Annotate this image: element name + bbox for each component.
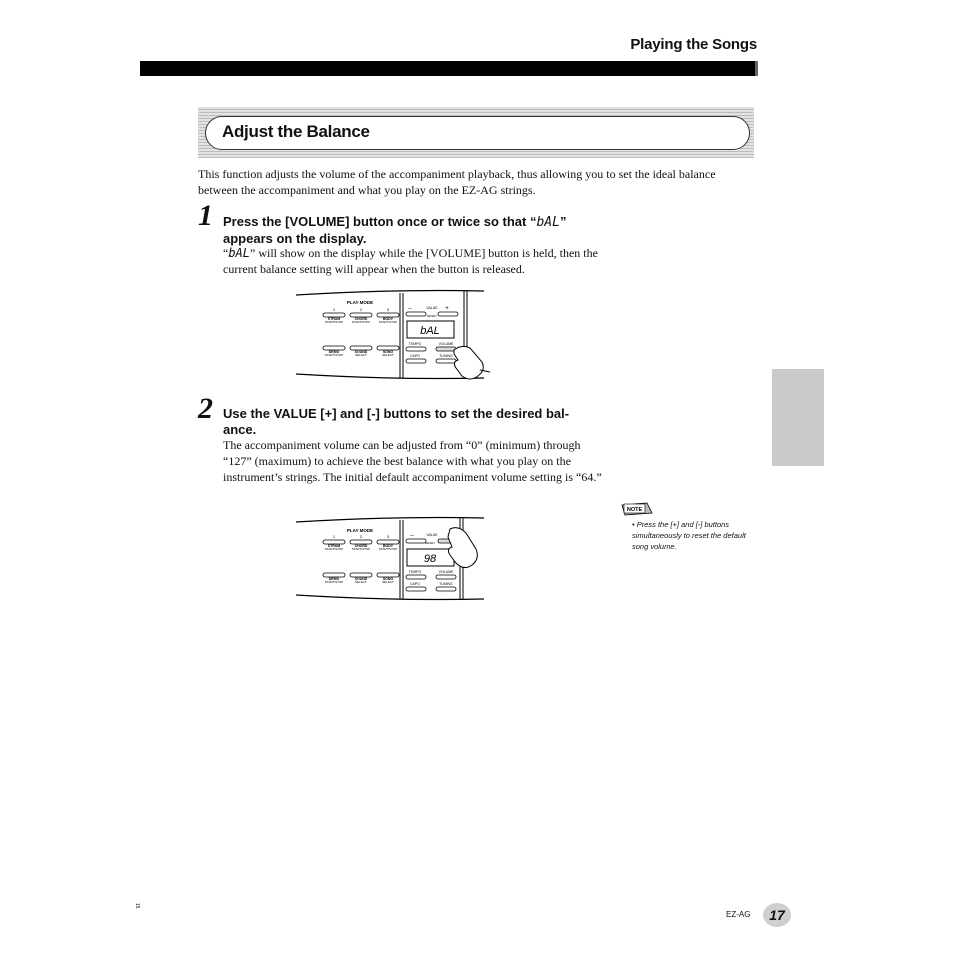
volume-button[interactable] (436, 347, 456, 351)
demo-sub: START/STOP (324, 353, 344, 357)
step-2-heading: Use the VALUE [+] and [-] buttons to set the desired bal-ance. (223, 406, 570, 437)
mode-num-1: 1 (332, 534, 336, 539)
song-sub: SELECT (382, 353, 394, 357)
footer-mark: 15 (134, 903, 140, 909)
section-title: Adjust the Balance (222, 122, 370, 141)
tuning-label: TUNING (439, 354, 453, 358)
mode-num-3: 3 (386, 307, 390, 312)
body-sub: START/STOP (378, 547, 398, 551)
intro-paragraph: This function adjusts the volume of the accompaniment playback, thus allowing you to set the ideal balance between the accompaniment and what you play on the EZ-AG strings. (198, 167, 716, 197)
step-1-heading-lcd: bAL (536, 215, 560, 230)
play-mode-label: PLAY MODE (346, 528, 374, 533)
tuning-label: TUNING (439, 582, 453, 586)
lcd-display-text: bAL (420, 325, 440, 337)
strum-label: STRUM (327, 544, 341, 548)
volume-label: VOLUME (438, 342, 454, 346)
step-1-body-post: ” will show on the display while the [VOLUME] button is held, then the current balance setting will appear when the button is released. (223, 246, 598, 276)
strum-sub: START/STOP (324, 320, 344, 324)
header-rule-bar (140, 61, 758, 76)
value-minus-button[interactable] (406, 539, 426, 543)
chapter-side-tab (772, 369, 824, 466)
song-label: SONG (382, 577, 394, 581)
running-header-title: Playing the Songs (630, 36, 757, 53)
step-1-body-pre: “ (223, 246, 229, 260)
page-number: 17 (763, 903, 791, 927)
sound-sub: SELECT (355, 353, 367, 357)
value-label: VALUE (426, 306, 438, 310)
demo-label: DEMO (328, 577, 340, 581)
tempo-label: TEMPO (408, 570, 422, 574)
tuning-button[interactable] (436, 359, 456, 363)
sound-sub: SELECT (355, 580, 367, 584)
body-label: BODY (382, 317, 394, 321)
reset-label: RESET (424, 541, 436, 545)
chord-sub: START/STOP (351, 320, 371, 324)
strum-label: STRUM (327, 317, 341, 321)
demo-label: DEMO (328, 350, 340, 354)
lcd-display-text: 98 (423, 553, 437, 565)
chord-label: CHORD (354, 544, 368, 548)
reset-label: RESET (426, 314, 438, 318)
minus-sign: – (408, 306, 412, 312)
song-sub: SELECT (382, 580, 394, 584)
strum-sub: START/STOP (324, 547, 344, 551)
note-icon (621, 501, 653, 517)
step-2-number: 2 (198, 392, 213, 425)
mode-num-2: 2 (359, 534, 363, 539)
volume-label: VOLUME (438, 570, 454, 574)
step-1-heading-post: ” appears on the display. (223, 214, 567, 246)
mode-num-1: 1 (332, 307, 336, 312)
demo-sub: START/STOP (324, 580, 344, 584)
tempo-button[interactable] (406, 575, 426, 579)
minus-sign: – (410, 533, 414, 539)
plus-sign: + (445, 306, 449, 312)
note-icon-label: NOTE (626, 507, 643, 513)
body-sub: START/STOP (378, 320, 398, 324)
capo-label: CAPO (410, 354, 420, 358)
song-label: SONG (382, 350, 394, 354)
step-2-body: The accompaniment volume can be adjusted from “0” (minimum) through “127” (maximum) to achieve the best balance with what you play on the instrument’s strings. The initial default accompaniment volume setting is “64.” (223, 438, 602, 484)
volume-button[interactable] (436, 575, 456, 579)
value-plus-button[interactable] (438, 312, 458, 316)
step-1-body-lcd: bAL (228, 246, 251, 260)
capo-button[interactable] (406, 359, 426, 363)
body-label: BODY (382, 544, 394, 548)
note-text: • Press the [+] and [-] buttons simultaneously to reset the default song volume. (632, 520, 746, 551)
pointing-hand-icon (454, 346, 490, 379)
panel-illustration-1 (294, 288, 494, 384)
sound-label: SOUND (354, 577, 368, 581)
tuning-button[interactable] (436, 587, 456, 591)
value-label: VALUE (426, 533, 438, 537)
capo-button[interactable] (406, 587, 426, 591)
chord-sub: START/STOP (351, 547, 371, 551)
footer-model-name: EZ-AG (726, 910, 751, 919)
step-1-number: 1 (198, 199, 213, 232)
value-minus-button[interactable] (406, 312, 426, 316)
play-mode-label: PLAY MODE (346, 300, 374, 305)
capo-label: CAPO (410, 582, 420, 586)
sound-label: SOUND (354, 350, 368, 354)
mode-num-2: 2 (359, 307, 363, 312)
step-1-heading (223, 214, 603, 247)
step-1-heading-pre: Press the [VOLUME] button once or twice so that “ (223, 214, 537, 229)
tempo-button[interactable] (406, 347, 426, 351)
tempo-label: TEMPO (408, 342, 422, 346)
step-1-body (223, 245, 603, 277)
panel-illustration-2 (294, 515, 494, 601)
mode-num-3: 3 (386, 534, 390, 539)
chord-label: CHORD (354, 317, 368, 321)
